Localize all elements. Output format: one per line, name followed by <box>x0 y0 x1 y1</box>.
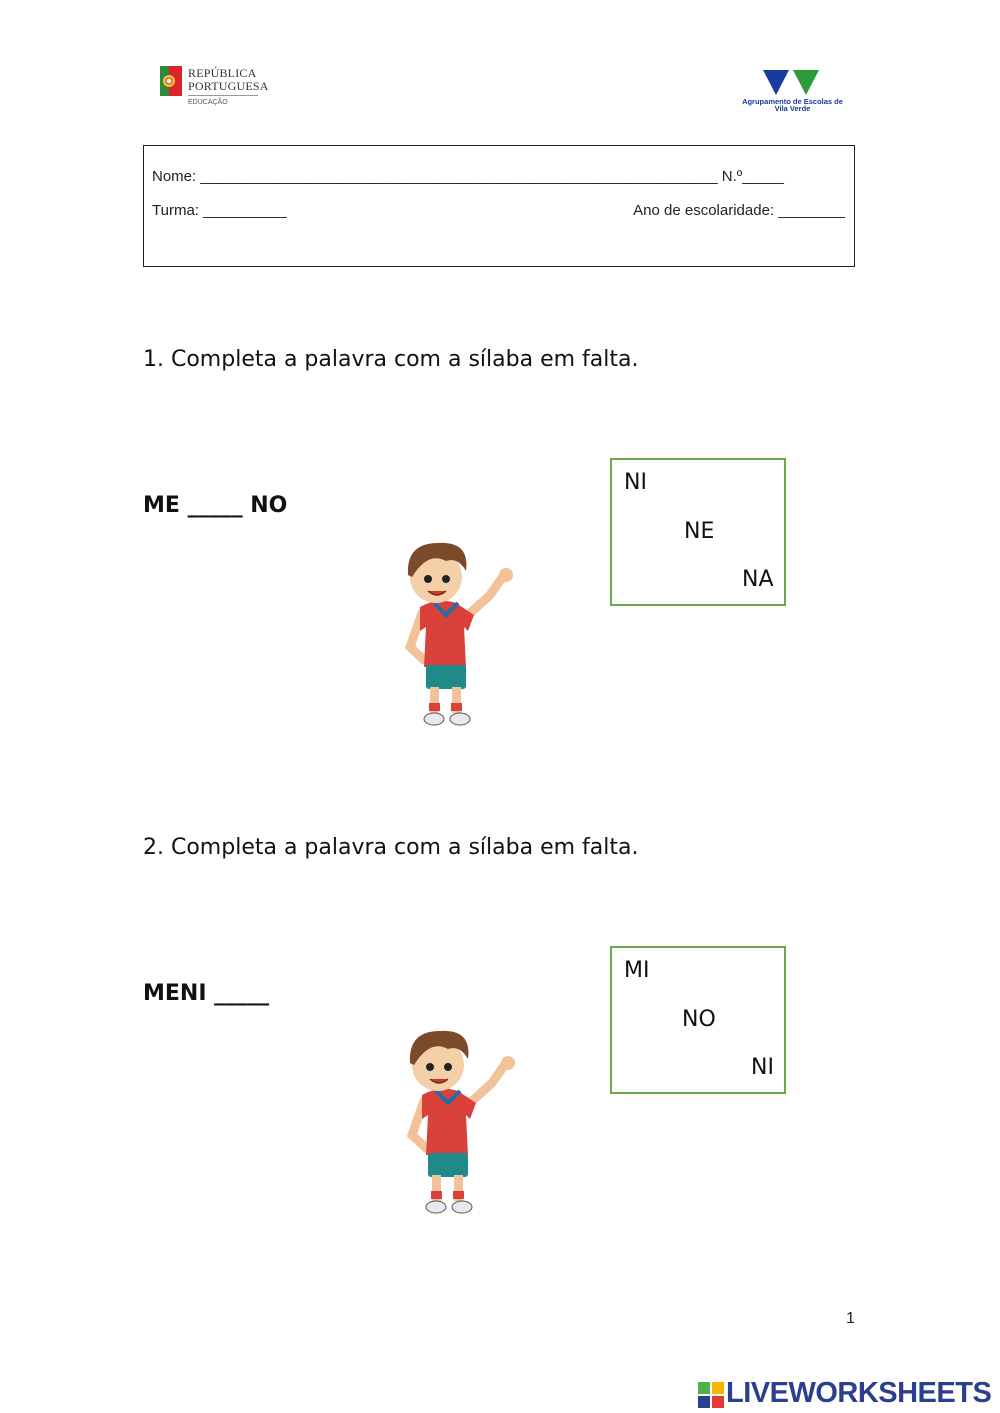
waving-boy-illustration <box>398 535 518 730</box>
exercise-2-instruction: 2. Completa a palavra com a sílaba em falta. <box>143 835 639 860</box>
logo-text-educacao: EDUCAÇÃO <box>188 99 228 106</box>
logo-divider <box>188 95 258 96</box>
exercise-2-options-box <box>610 946 786 1094</box>
exercise-2-option[interactable]: NO <box>682 1007 716 1032</box>
exercise-1-option[interactable]: NI <box>624 470 647 495</box>
class-field[interactable]: Turma: __________ <box>152 202 287 219</box>
liveworksheets-logo-icon <box>698 1382 724 1408</box>
liveworksheets-text: LIVEWORKSHEETS <box>726 1377 992 1409</box>
school-year-field[interactable]: Ano de escolaridade: ________ <box>633 202 845 219</box>
exercise-2-word[interactable]: MENI _____ <box>143 981 270 1006</box>
page-number: 1 <box>846 1310 855 1327</box>
logo-text-portuguesa: PORTUGUESA <box>188 79 269 93</box>
exercise-2-option[interactable]: MI <box>624 958 650 983</box>
logo-text-agrupamento: Agrupamento de Escolas de <box>742 97 843 106</box>
name-number-field[interactable]: Nome: ______________________________________________________________ N.º_____ <box>152 168 784 185</box>
exercise-1-option[interactable]: NA <box>742 567 774 592</box>
exercise-2-option[interactable]: NI <box>751 1055 774 1080</box>
logo-text-vila-verde: Vila Verde <box>774 104 811 113</box>
student-info-box <box>143 145 855 267</box>
portugal-flag-emblem-icon <box>160 64 182 98</box>
agrupamento-vila-verde-logo <box>735 68 850 113</box>
double-v-logo-icon <box>763 68 821 96</box>
waving-boy-illustration <box>400 1023 520 1218</box>
republica-portuguesa-logo <box>158 62 278 112</box>
logo-text-republica: REPÚBLICA <box>188 66 257 80</box>
exercise-1-options-box <box>610 458 786 606</box>
exercise-1-word[interactable]: ME _____ NO <box>143 493 288 518</box>
exercise-1-option[interactable]: NE <box>684 519 715 544</box>
exercise-1-instruction: 1. Completa a palavra com a sílaba em falta. <box>143 347 639 372</box>
